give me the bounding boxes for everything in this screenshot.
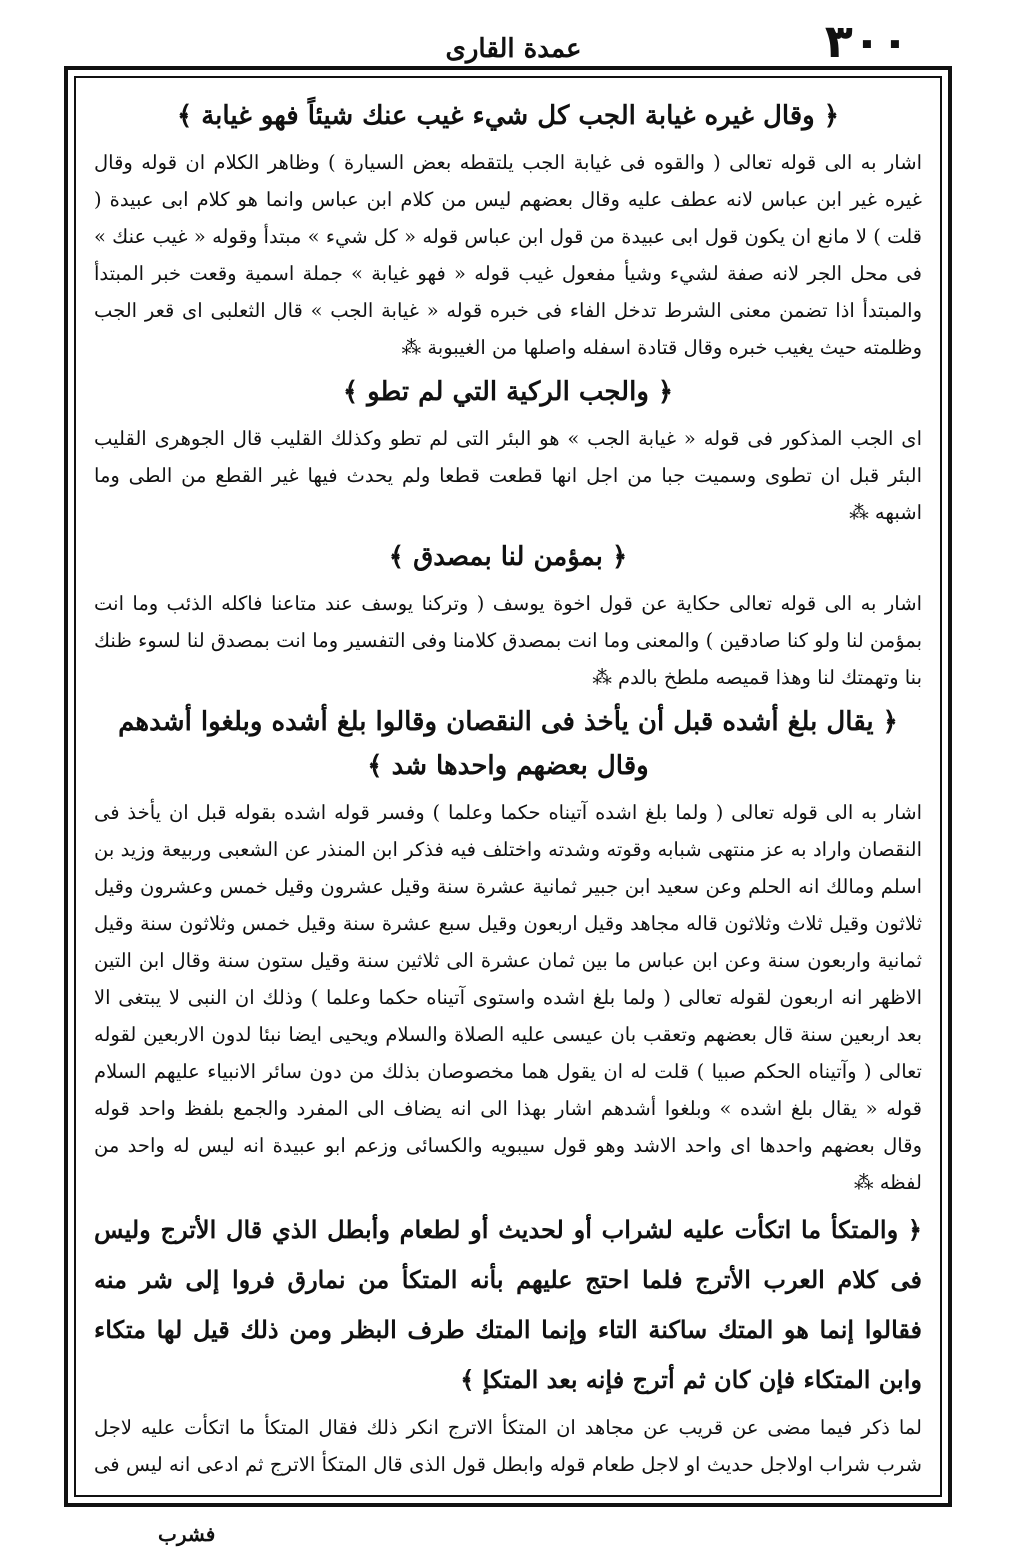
section-heading: ﴿ والجب الركية التي لم تطو ﴾ [342,377,674,407]
page-content [94,90,922,1485]
quoted-passage: ﴿ والمتكأ ما اتكأت عليه لشراب أو لحديث أو لطعام وأبطل الذي قال الأترج وليس فى كلام العرب الأترج فلما احتج عليهم بأنه المتكأ من نمارق فروا إلى شر منه فقالوا إنما هو المتك ساكنة التاء وإنما المتك طرف البظر ومن ذلك قيل لها متكاء وابن المتكاء فإن كان ثم أترج فإنه بعد المتكإ ﴾ [94,1215,922,1394]
book-title: عمدة القاری [445,34,582,64]
section-body: اشار به الى قوله تعالى ( والقوه فى غيابة الجب يلتقطه بعض السيارة ) وظاهر الكلام ان قوله وقال غيره غير ابن عباس لانه عطف عليه وقال بعضهم ليس من كلام ابن عباس وانما هو كلام ابى عبيدة ( قلت ) لا مانع ان يكون قول ابى عبيدة من قول ابن عباس قوله « كل شيء » مبتدأ وقوله « غيب عنك » فى محل الجر لانه صفة لشيء وشيأ مفعول غيب قوله « فهو غيابة » جملة اسمية وقعت خبر المبتدأ والمبتدأ اذا تضمن معنى الشرط تدخل الفاء فى خبره قوله « غيابة الجب » قال الثعلبى اى قعر الجب وظلمته حيث يغيب خبره وقال قتادة اسفله واصلها من الغيبوبة ⁂ [94,151,922,359]
section-heading: ﴿ بمؤمن لنا بمصدق ﴾ [388,542,628,572]
catchword: فشرب [158,1522,216,1546]
page-frame-inner [74,76,942,1497]
section-body: لما ذكر فيما مضى عن قريب عن مجاهد ان المتكأ الاترج انكر ذلك فقال المتكأ ما اتكأت عليه لاجل شرب شراب اولاجل حديث او لاجل طعام قوله وابطل قول الذى قال المتكأ الاترج ثم ادعى انه ليس فى [94,1416,922,1476]
page-header [0,0,1027,66]
page-frame [64,66,952,1507]
page-number: ٣٠٠ [824,14,909,68]
section-body: اشار به الى قوله تعالى حكاية عن قول اخوة يوسف ( وتركنا يوسف عند متاعنا فاكله الذئب وما انت بمؤمن لنا ولو كنا صادقين ) والمعنى وما انت بمصدق كلامنا وفى التفسير وما انت بمصدق لنا لسوء ظنك بنا وتهمتك لنا وهذا قميصه ملطخ بالدم ⁂ [94,592,922,689]
section-heading: ﴿ وقال غيره غيابة الجب كل شيء غيب عنك شيئاً فهو غيابة ﴾ [176,101,840,131]
section-body: اشار به الى قوله تعالى ( ولما بلغ اشده آتيناه حكما وعلما ) وفسر قوله اشده بقوله قبل ان يأخذ فى النقصان واراد به عز منتهى شبابه وقوته وشدته واختلف فيه فذكر ابن المنذر عن الشعبى وربيعة وزيد بن اسلم ومالك انه الحلم وعن سعيد ابن جبير ثمانية عشرة سنة وقيل عشرون وقيل خمس وعشرون وقيل ثلاثون وقيل ثلاث وثلاثون قاله مجاهد وقيل اربعون وقيل سبع عشرة سنة وقيل خمس وثلاثون سنة وقيل ثمانية واربعون سنة وعن ابن عباس ما بين ثمان عشرة الى ثلاثين سنة وقيل ستون سنة وقال ابن التين الاظهر انه اربعون لقوله تعالى ( ولما بلغ اشده واستوى آتيناه حكما وعلما ) وذلك ان النبى لا يبتغى الا بعد اربعين سنة قال بعضهم وتعقب بان عيسى عليه الصلاة والسلام ويحيى ايضا نبئا لدون الاربعين لقوله تعالى ( وآتيناه الحكم صبيا ) قلت له ان يقول هما مخصوصان بذلك من دون سائر الانبياء عليهم السلام قوله « يقال بلغ اشده » وبلغوا أشدهم اشار بهذا الى انه يضاف الى المفرد والجمع بلفظ واحد قوله وقال بعضهم واحدها اى واحد الاشد وهو قول سيبويه والكسائى وزعم ابو عبيدة انه ليس له واحد من لفظه ⁂ [94,801,922,1194]
section-body: اى الجب المذكور فى قوله « غيابة الجب » هو البئر التى لم تطو وكذلك القليب قال الجوهرى القليب البئر قبل ان تطوى وسميت جبا من اجل انها قطعت قطعا ولم يحدث فيها غير القطع من الطى وما اشبهه ⁂ [94,427,922,524]
section-heading: ﴿ يقال بلغ أشده قبل أن يأخذ فى النقصان وقالوا بلغ أشده وبلغوا أشدهم وقال بعضهم واحدها شد ﴾ [118,707,898,781]
